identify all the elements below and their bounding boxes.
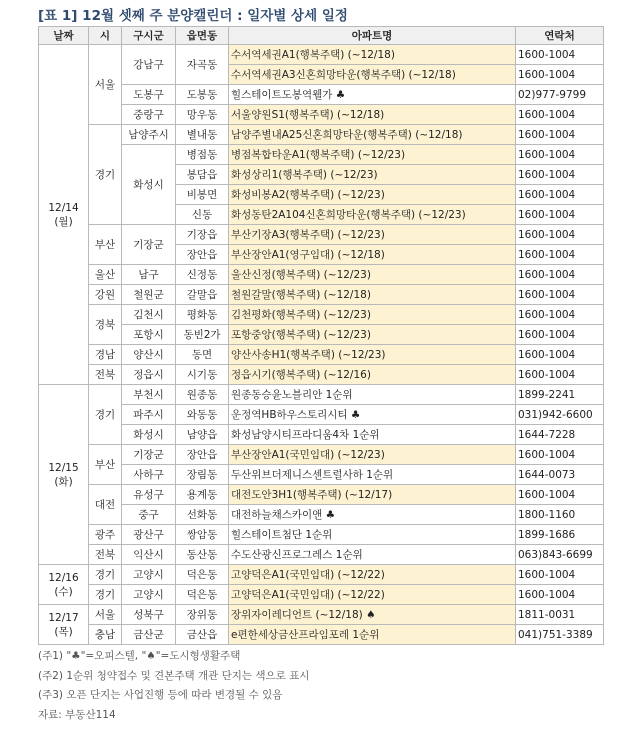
dong-cell: 평화동 [176,305,229,325]
table-row [39,525,604,545]
dong-cell: 신동 [176,205,229,225]
apartment-cell: 양산사송H1(행복주택) (~12/23) [229,345,516,365]
phone-cell: 063)843-6699 [516,545,604,565]
phone-cell: 041)751-3389 [516,625,604,645]
phone-cell: 1899-2241 [516,385,604,405]
apartment-cell: 원종동승윤노블리안 1순위 [229,385,516,405]
dong-cell: 별내동 [176,125,229,145]
dong-cell: 덕은동 [176,585,229,605]
phone-cell: 1600-1004 [516,585,604,605]
apartment-cell: 힐스테이트도봉역웰가 ♣ [229,85,516,105]
table-row [39,485,604,505]
phone-cell: 1899-1686 [516,525,604,545]
dong-cell: 동산동 [176,545,229,565]
table-row [39,105,604,125]
apartment-cell: 부산장안A1(국민임대) (~12/23) [229,445,516,465]
dong-cell: 원종동 [176,385,229,405]
gu-cell: 유성구 [122,485,176,505]
table-row [39,385,604,405]
dong-cell: 장안읍 [176,445,229,465]
gu-cell: 고양시 [122,565,176,585]
gu-cell: 금산군 [122,625,176,645]
dong-cell: 갈말읍 [176,285,229,305]
apartment-cell: 부산장안A1(영구임대) (~12/18) [229,245,516,265]
weekday-value: (월) [54,215,73,228]
apartment-cell: 포항중앙(행복주택) (~12/23) [229,325,516,345]
table-row [39,285,604,305]
header-phone: 연락처 [516,27,604,45]
phone-cell: 1811-0031 [516,605,604,625]
dong-cell: 시기동 [176,365,229,385]
table-row [39,565,604,585]
apartment-cell: 화성동탄2A104신혼희망타운(행복주택) (~12/23) [229,205,516,225]
phone-cell: 1800-1160 [516,505,604,525]
apartment-cell: e편한세상금산프라임포레 1순위 [229,625,516,645]
si-cell: 경기 [89,585,122,605]
dong-cell: 비봉면 [176,185,229,205]
apartment-cell: 힐스테이트첨단 1순위 [229,525,516,545]
si-cell: 전북 [89,365,122,385]
gu-cell: 성북구 [122,605,176,625]
header-apt: 아파트명 [229,27,516,45]
dong-cell: 기장읍 [176,225,229,245]
si-cell: 광주 [89,525,122,545]
table-row [39,45,604,65]
date-cell [39,385,89,565]
gu-cell: 김천시 [122,305,176,325]
dong-cell: 금산읍 [176,625,229,645]
phone-cell: 1600-1004 [516,225,604,245]
apartment-cell: 대전하늘채스카이앤 ♣ [229,505,516,525]
dong-cell: 장위동 [176,605,229,625]
date-value: 12/16 [48,571,79,584]
apartment-cell: 수서역세권A1(행복주택) (~12/18) [229,45,516,65]
phone-cell: 1600-1004 [516,305,604,325]
table-row [39,125,604,145]
gu-cell: 기장군 [122,445,176,465]
dong-cell: 와동동 [176,405,229,425]
dong-cell: 장안읍 [176,245,229,265]
table-row [39,345,604,365]
gu-cell: 강남구 [122,45,176,85]
table-row [39,405,604,425]
weekday-value: (화) [54,475,73,488]
table-row [39,605,604,625]
si-cell: 울산 [89,265,122,285]
table-row [39,425,604,445]
date-cell [39,565,89,605]
dong-cell: 동면 [176,345,229,365]
phone-cell: 1600-1004 [516,205,604,225]
schedule-table [38,26,604,645]
table-row [39,325,604,345]
table-row [39,545,604,565]
date-cell [39,45,89,385]
phone-cell: 1644-0073 [516,465,604,485]
dong-cell: 봉담읍 [176,165,229,185]
header-date: 날짜 [39,27,89,45]
apartment-cell: 장위자이레디언트 (~12/18) ♠ [229,605,516,625]
table-row [39,145,604,165]
gu-cell: 기장군 [122,225,176,265]
si-cell: 강원 [89,285,122,305]
si-cell: 대전 [89,485,122,525]
apartment-cell: 화성비봉A2(행복주택) (~12/23) [229,185,516,205]
gu-cell: 남양주시 [122,125,176,145]
gu-cell: 정읍시 [122,365,176,385]
phone-cell: 1600-1004 [516,565,604,585]
phone-cell: 1600-1004 [516,165,604,185]
phone-cell: 02)977-9799 [516,85,604,105]
header-dong: 읍면동 [176,27,229,45]
phone-cell: 031)942-6600 [516,405,604,425]
table-row [39,625,604,645]
phone-cell: 1600-1004 [516,185,604,205]
phone-cell: 1644-7228 [516,425,604,445]
header-gu: 구시군 [122,27,176,45]
table-title: [표 1] 12월 셋째 주 분양캘린더 : 일자별 상세 일정 [38,8,348,24]
dong-cell: 용계동 [176,485,229,505]
gu-cell: 익산시 [122,545,176,565]
si-cell: 경북 [89,305,122,345]
gu-cell: 포항시 [122,325,176,345]
dong-cell: 장림동 [176,465,229,485]
gu-cell: 광산구 [122,525,176,545]
si-cell: 경남 [89,345,122,365]
si-cell: 경기 [89,565,122,585]
footnote: (주3) 오픈 단지는 사업진행 등에 따라 변경될 수 있음 [38,689,283,701]
table-row [39,305,604,325]
date-value: 12/15 [48,461,79,474]
dong-cell: 동빈2가 [176,325,229,345]
si-cell: 충남 [89,625,122,645]
phone-cell: 1600-1004 [516,105,604,125]
dong-cell: 덕은동 [176,565,229,585]
apartment-cell: 남양주별내A25신혼희망타운(행복주택) (~12/18) [229,125,516,145]
dong-cell: 자곡동 [176,45,229,85]
footnote: (주2) 1순위 청약접수 및 견본주택 개관 단지는 색으로 표시 [38,669,310,682]
apartment-cell: 대전도안3H1(행복주택) (~12/17) [229,485,516,505]
table-row [39,225,604,245]
weekday-value: (목) [54,625,73,638]
apartment-cell: 서울양원S1(행복주택) (~12/18) [229,105,516,125]
table-row [39,265,604,285]
source-note: 자료: 부동산114 [38,708,116,721]
dong-cell: 신정동 [176,265,229,285]
apartment-cell: 부산기장A3(행복주택) (~12/23) [229,225,516,245]
phone-cell: 1600-1004 [516,245,604,265]
apartment-cell: 고양덕은A1(국민임대) (~12/22) [229,565,516,585]
gu-cell: 중구 [122,505,176,525]
phone-cell: 1600-1004 [516,325,604,345]
apartment-cell: 고양덕은A1(국민임대) (~12/22) [229,585,516,605]
table-row [39,585,604,605]
dong-cell: 병점동 [176,145,229,165]
phone-cell: 1600-1004 [516,445,604,465]
table-row [39,365,604,385]
dong-cell: 도봉동 [176,85,229,105]
apartment-cell: 병점복합타운A1(행복주택) (~12/23) [229,145,516,165]
date-value: 12/14 [48,201,79,214]
phone-cell: 1600-1004 [516,485,604,505]
phone-cell: 1600-1004 [516,365,604,385]
apartment-cell: 정읍시기(행복주택) (~12/16) [229,365,516,385]
apartment-cell: 화성상리1(행복주택) (~12/23) [229,165,516,185]
phone-cell: 1600-1004 [516,65,604,85]
dong-cell: 선화동 [176,505,229,525]
si-cell: 전북 [89,545,122,565]
table-row [39,85,604,105]
gu-cell: 사하구 [122,465,176,485]
gu-cell: 남구 [122,265,176,285]
date-cell [39,605,89,645]
dong-cell: 망우동 [176,105,229,125]
gu-cell: 화성시 [122,425,176,445]
phone-cell: 1600-1004 [516,345,604,365]
apartment-cell: 김천평화(행복주택) (~12/23) [229,305,516,325]
si-cell: 서울 [89,45,122,125]
gu-cell: 고양시 [122,585,176,605]
weekday-value: (수) [54,585,73,598]
gu-cell: 화성시 [122,145,176,225]
footnotes [38,647,309,725]
phone-cell: 1600-1004 [516,285,604,305]
gu-cell: 도봉구 [122,85,176,105]
apartment-cell: 운정역HB하우스토리시티 ♣ [229,405,516,425]
date-value: 12/17 [48,611,79,624]
gu-cell: 중랑구 [122,105,176,125]
header-row [39,27,604,45]
phone-cell: 1600-1004 [516,125,604,145]
apartment-cell: 울산신정(행복주택) (~12/23) [229,265,516,285]
gu-cell: 부천시 [122,385,176,405]
phone-cell: 1600-1004 [516,265,604,285]
dong-cell: 쌍암동 [176,525,229,545]
si-cell: 부산 [89,445,122,485]
phone-cell: 1600-1004 [516,45,604,65]
si-cell: 서울 [89,605,122,625]
si-cell: 부산 [89,225,122,265]
header-si: 시 [89,27,122,45]
apartment-cell: 수서역세권A3신혼희망타운(행복주택) (~12/18) [229,65,516,85]
table-row [39,505,604,525]
si-cell: 경기 [89,125,122,225]
apartment-cell: 철원갈말(행복주택) (~12/18) [229,285,516,305]
table-row [39,445,604,465]
phone-cell: 1600-1004 [516,145,604,165]
apartment-cell: 두산위브더제니스센트럴사하 1순위 [229,465,516,485]
footnote: (주1) "♣"=오피스텔, "♠"=도시형생활주택 [38,650,241,662]
table-row [39,465,604,485]
gu-cell: 양산시 [122,345,176,365]
apartment-cell: 수도산광신프로그레스 1순위 [229,545,516,565]
apartment-cell: 화성남양시티프라디움4차 1순위 [229,425,516,445]
gu-cell: 파주시 [122,405,176,425]
gu-cell: 철원군 [122,285,176,305]
dong-cell: 남양읍 [176,425,229,445]
si-cell: 경기 [89,385,122,445]
